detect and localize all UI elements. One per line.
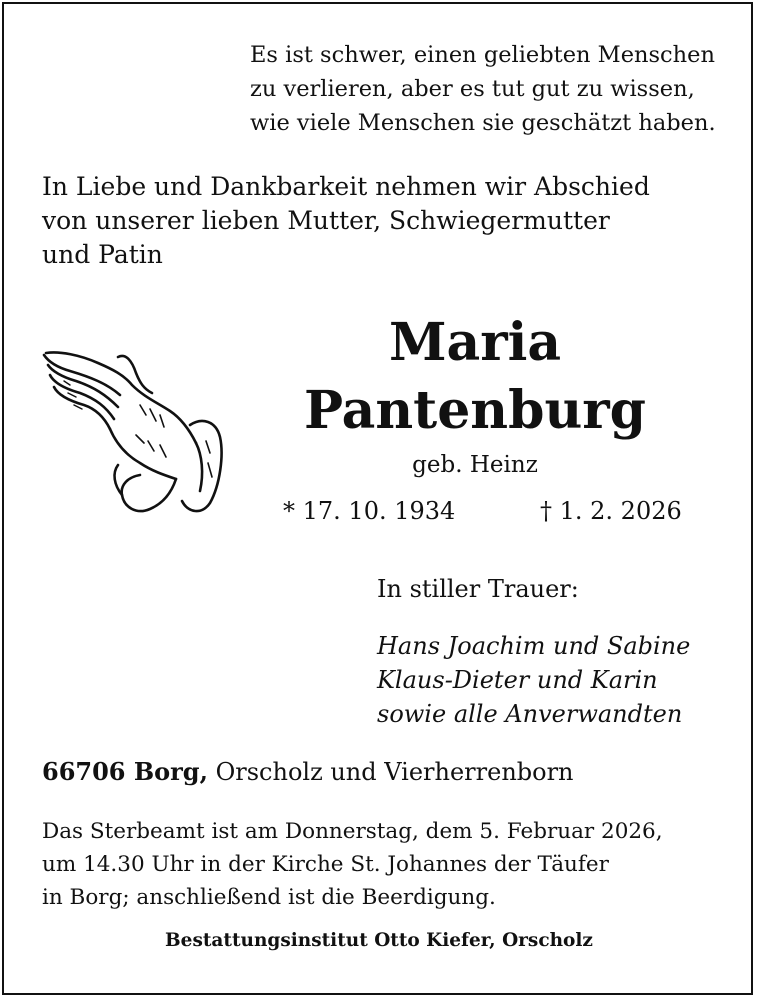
death-date: † 1. 2. 2026 (540, 497, 682, 525)
mourner-list (377, 629, 690, 731)
service-line: in Borg; anschließend ist die Beerdigung. (42, 885, 496, 910)
service-details (42, 815, 663, 914)
birth-date: * 17. 10. 1934 (283, 497, 456, 525)
mourning-label: In stiller Trauer: (377, 575, 579, 603)
intro-line: von unserer lieben Mutter, Schwiegermutter (42, 206, 610, 235)
family-location (42, 757, 574, 786)
postal-town: 66706 Borg, (42, 757, 208, 786)
quote-line: zu verlieren, aber es tut gut zu wissen, (250, 76, 695, 102)
mourner-entry: sowie alle Anverwandten (377, 700, 683, 728)
intro-line: und Patin (42, 240, 163, 269)
intro-line: In Liebe und Dankbarkeit nehmen wir Abschied (42, 172, 650, 201)
deceased-last-name: Pantenburg (303, 380, 647, 441)
service-line: Das Sterbeamt ist am Donnerstag, dem 5. Februar 2026, (42, 819, 663, 844)
deceased-first-name: Maria (388, 312, 562, 373)
quote-line: wie viele Menschen sie geschätzt haben. (250, 110, 716, 136)
funeral-home: Bestattungsinstitut Otto Kiefer, Orscholz (165, 930, 593, 951)
mourner-entry: Hans Joachim und Sabine (377, 632, 691, 660)
birth-name: geb. Heinz (412, 452, 538, 478)
service-line: um 14.30 Uhr in der Kirche St. Johannes der Täufer (42, 852, 609, 877)
villages: Orscholz und Vierherrenborn (215, 758, 574, 786)
quote-line: Es ist schwer, einen geliebten Menschen (250, 42, 715, 68)
praying-hands-icon (40, 345, 225, 525)
memorial-quote (250, 38, 716, 140)
mourner-entry: Klaus-Dieter und Karin (377, 666, 658, 694)
farewell-intro (42, 170, 650, 272)
